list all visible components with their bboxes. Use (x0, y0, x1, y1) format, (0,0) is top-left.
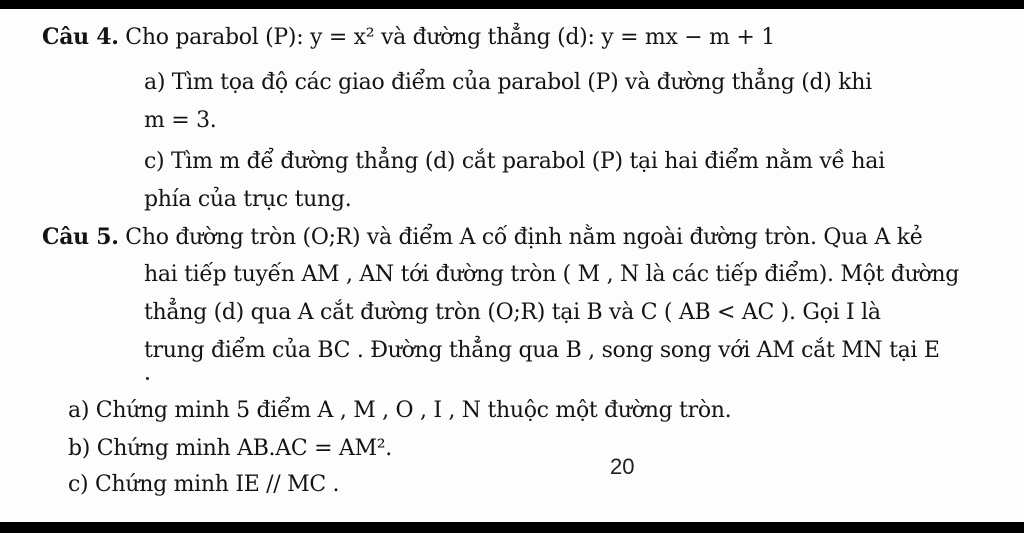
q5-intro-line4: trung điểm của BC . Đường thẳng qua B , song song với AM cắt MN tại E (144, 338, 940, 363)
q4-part-c-line2: phía của trục tung. (144, 187, 352, 212)
q5-intro-line1: Cho đường tròn (O;R) và điểm A cố định nằm ngoài đường tròn. Qua A kẻ (125, 225, 923, 250)
q5-intro-line2: hai tiếp tuyến AM , AN tới đường tròn ( M , N là các tiếp điểm). Một đường (144, 262, 960, 287)
stray-dot (146, 377, 149, 380)
q5-intro-line3: thẳng (d) qua A cắt đường tròn (O;R) tại B và C ( AB < AC ). Gọi I là (144, 300, 881, 325)
q4-heading-line (42, 23, 775, 52)
q5-title: Câu 5. (42, 224, 119, 250)
q4-title: Câu 4. (42, 24, 119, 50)
page-number: 20 (610, 454, 635, 479)
q5-part-a: a) Chứng minh 5 điểm A , M , O , I , N thuộc một đường tròn. (68, 398, 732, 423)
q5-part-b: b) Chứng minh AB.AC = AM². (68, 436, 392, 461)
q4-intro: Cho parabol (P): y = x² và đường thẳng (d): y = mx − m + 1 (125, 25, 775, 50)
document-page (0, 9, 1024, 522)
q4-part-c-line1: c) Tìm m để đường thẳng (d) cắt parabol (P) tại hai điểm nằm về hai (144, 149, 885, 174)
q4-part-a-line2: m = 3. (144, 108, 217, 133)
q5-part-c: c) Chứng minh IE // MC . (68, 472, 340, 497)
q4-part-a-line1: a) Tìm tọa độ các giao điểm của parabol (P) và đường thẳng (d) khi (144, 70, 872, 95)
q5-heading-line (42, 223, 923, 252)
